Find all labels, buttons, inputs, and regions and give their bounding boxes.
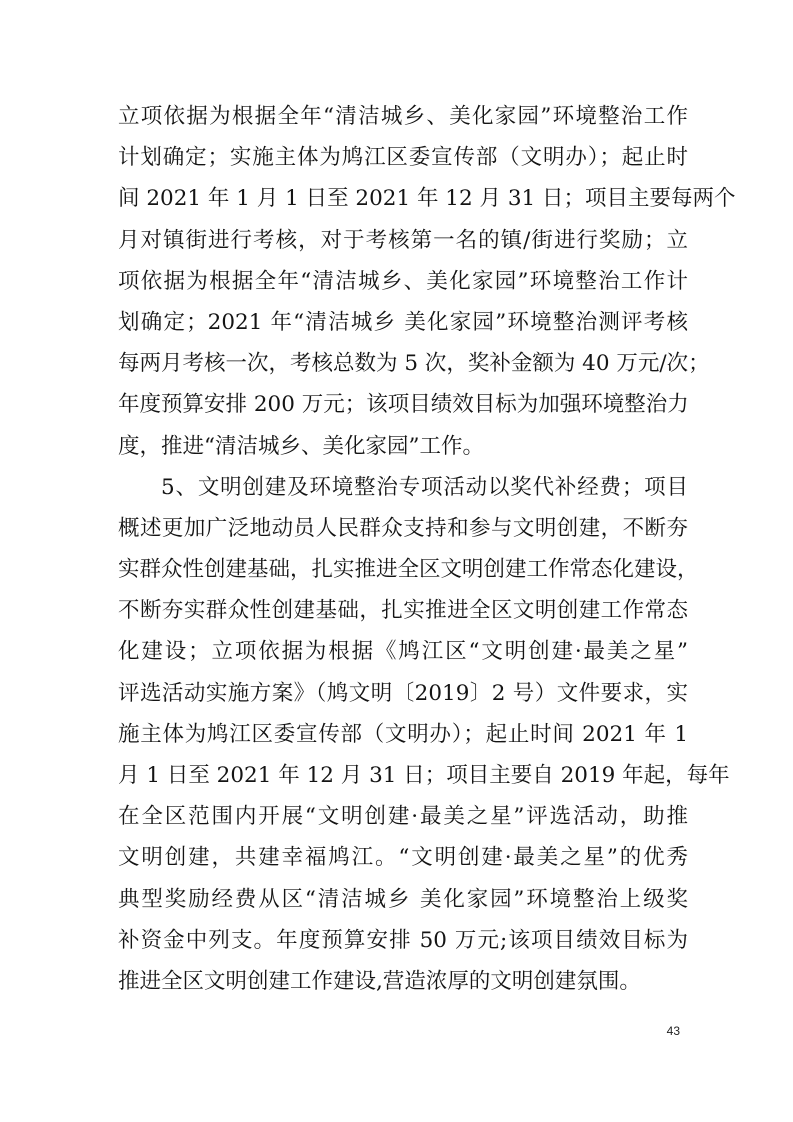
text-line: 不断夯实群众性创建基础，扎实推进全区文明创建工作常态 [118, 598, 688, 624]
text-line: 在全区范围内开展“文明创建·最美之星”评选活动，助推 [118, 804, 688, 830]
text-line: 文明创建，共建幸福鸠江。“文明创建·最美之星”的优秀 [118, 845, 688, 871]
text-line: 项依据为根据全年“清洁城乡、美化家园”环境整治工作计 [118, 268, 688, 294]
text-line: 月 1 日至 2021 年 12 月 31 日；项目主要自 2019 年起，每年 [118, 763, 730, 788]
text-line: 间 2021 年 1 月 1 日至 2021 年 12 月 31 日；项目主要每两个 [118, 186, 736, 212]
page-number: 43 [666, 1024, 680, 1038]
text-line: 补资金中列支。年度预算安排 50 万元;该项目绩效目标为 [118, 927, 688, 953]
text-line: 月对镇街进行考核，对于考核第一名的镇/街进行奖励；立 [118, 227, 688, 253]
text-line: 度，推进“清洁城乡、美化家园”工作。 [118, 433, 484, 459]
text-line: 计划确定；实施主体为鸠江区委宣传部（文明办）；起止时 [118, 145, 688, 171]
text-line: 典型奖励经费从区“清洁城乡 美化家园”环境整治上级奖 [118, 886, 688, 912]
text-line: 评选活动实施方案》（鸠文明〔2019〕2 号）文件要求，实 [118, 680, 688, 706]
text-line: 施主体为鸠江区委宣传部（文明办）；起止时间 2021 年 1 [118, 721, 688, 747]
text-line: 每两月考核一次，考核总数为 5 次，奖补金额为 40 万元/次； [118, 351, 710, 377]
paragraph-1 [118, 96, 736, 467]
text-line: 化建设；立项依据为根据《鸠江区“文明创建·最美之星” [118, 639, 688, 665]
text-line: 5、文明创建及环境整治专项活动以奖代补经费；项目 [161, 474, 688, 500]
text-line: 概述更加广泛地动员人民群众支持和参与文明创建，不断夯 [118, 515, 688, 541]
text-line: 实群众性创建基础，扎实推进全区文明创建工作常态化建设， [118, 557, 699, 583]
document-body [118, 96, 736, 1002]
text-line: 立项依据为根据全年“清洁城乡、美化家园”环境整治工作 [118, 104, 688, 129]
text-line: 推进全区文明创建工作建设,营造浓厚的文明创建氛围。 [118, 968, 641, 994]
text-line: 年度预算安排 200 万元；该项目绩效目标为加强环境整治力 [118, 392, 689, 418]
text-line: 划确定；2021 年“清洁城乡 美化家园”环境整治测评考核 [118, 309, 688, 335]
paragraph-2 [118, 467, 730, 1002]
